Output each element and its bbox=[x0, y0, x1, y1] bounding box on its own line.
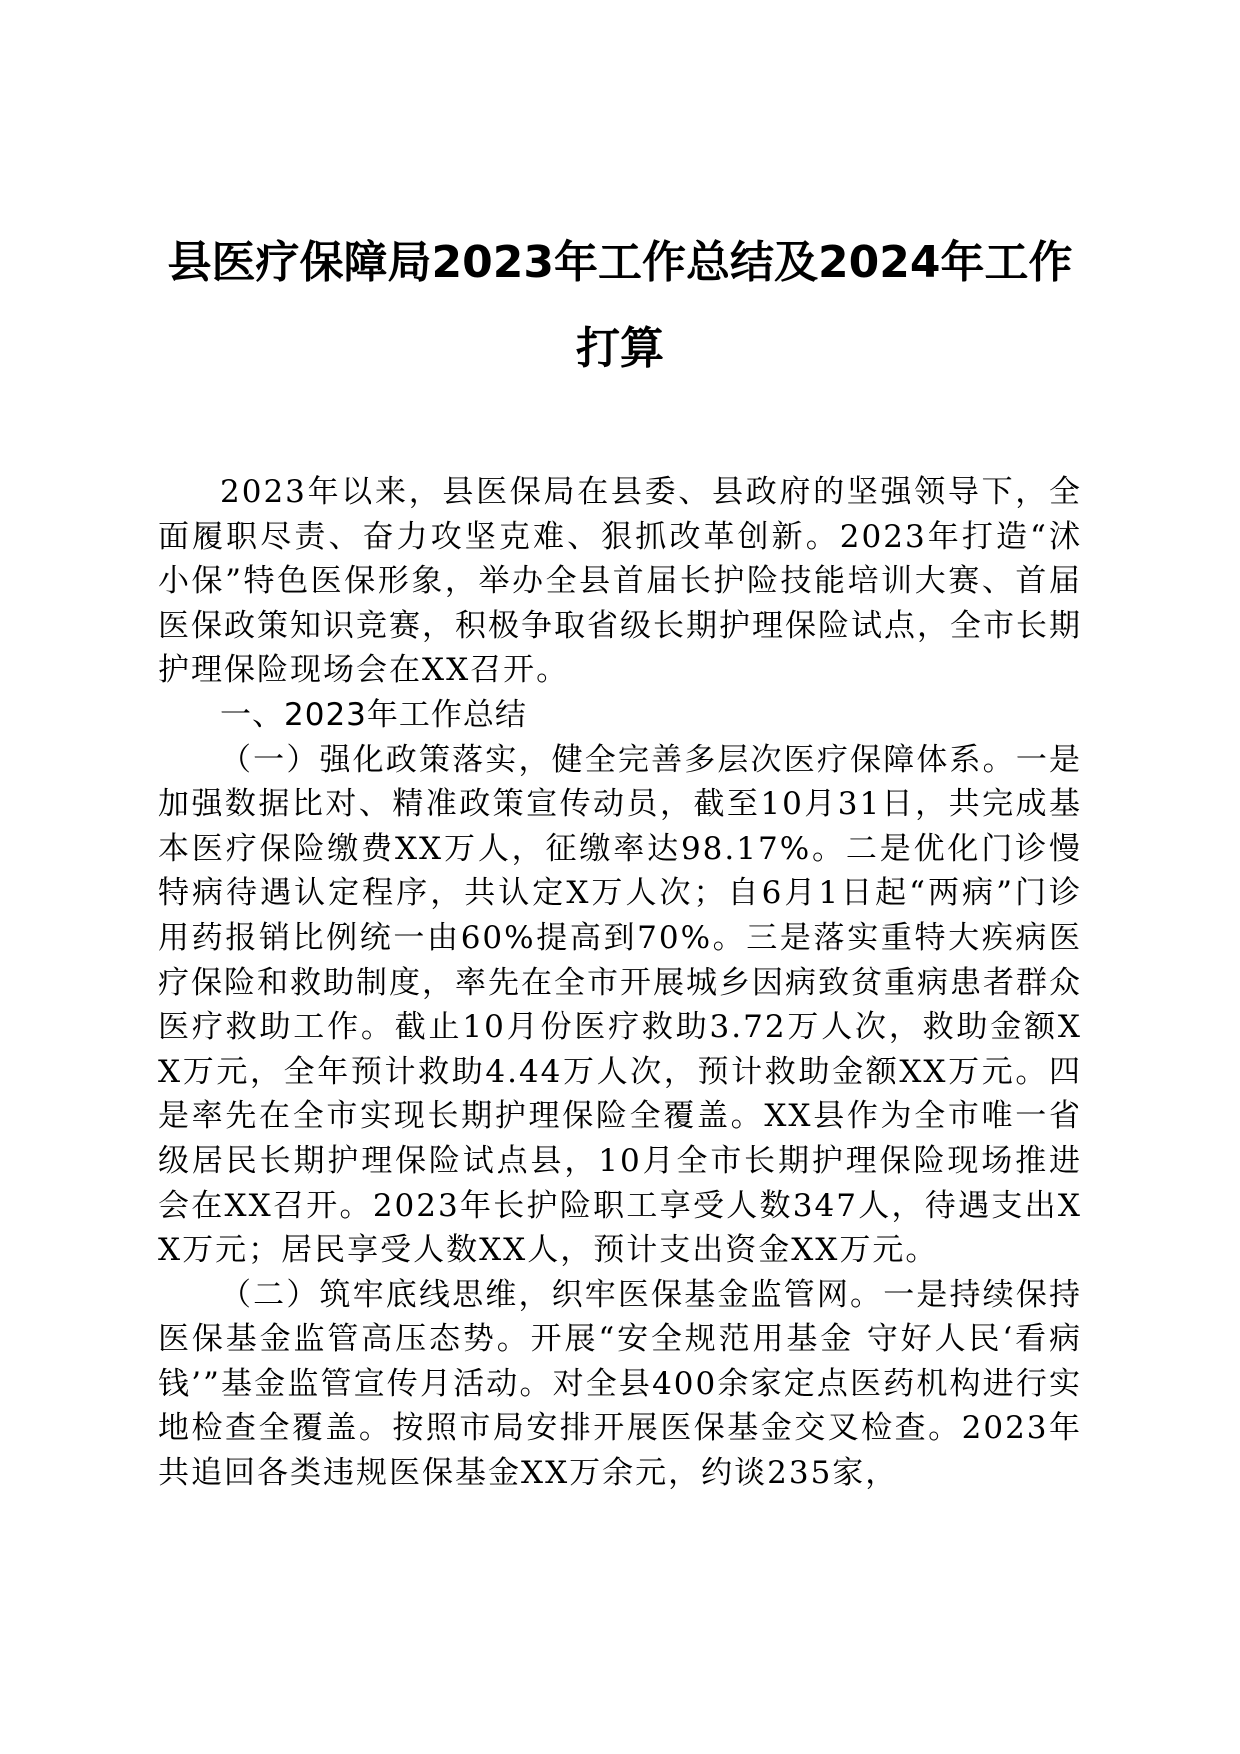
item-2-body: 一是持续保持医保基金监管高压态势。开展“安全规范用基金 守好人民‘看病钱’”基金监管宣传月活动。对全县400余家定点医药机构进行实地检查全覆盖。按照市局安排开展医保基金交叉检查。2023年共追回各类违规医保基金XX万余元，约谈235家， bbox=[158, 1276, 1083, 1492]
section-heading-1: 一、2023年工作总结 bbox=[220, 696, 527, 733]
title-line-2: 打算 bbox=[576, 323, 664, 374]
intro-paragraph: 2023年以来，县医保局在县委、县政府的坚强领导下，全面履职尽责、奋力攻坚克难、狠抓改革创新。2023年打造“沭小保”特色医保形象，举办全县首届长护险技能培训大赛、首届医保政策知识竞赛，积极争取省级长期护理保险试点，全市长期护理保险现场会在XX召开。 bbox=[158, 474, 1082, 689]
item-1-paragraph bbox=[158, 738, 1082, 1273]
document-body bbox=[158, 470, 1082, 1496]
item-2-paragraph bbox=[158, 1273, 1082, 1496]
item-1-lead: （一）强化政策落实，健全完善多层次医疗保障体系。 bbox=[220, 741, 1016, 778]
item-2-lead: （二）筑牢底线思维，织牢医保基金监管网。 bbox=[220, 1276, 884, 1313]
document-title bbox=[150, 220, 1090, 392]
item-1-body: 一是加强数据比对、精准政策宣传动员，截至10月31日，共完成基本医疗保险缴费XX万人，征缴率达98.17%。二是优化门诊慢特病待遇认定程序，共认定X万人次；自6月1日起“两病”门诊用药报销比例统一由60%提高到70%。三是落实重特大疾病医疗保险和救助制度，率先在全市开展城乡因病致贫重病患者群众医疗救助工作。截止10月份医疗救助3.72万人次，救助金额XX万元，全年预计救助4.44万人次，预计救助金额XX万元。四是率先在全市实现长期护理保险全覆盖。XX县作为全市唯一省级居民长期护理保险试点县，10月全市长期护理保险现场推进会在XX召开。2023年长护险职工享受人数347人，待遇支出XX万元；居民享受人数XX人，预计支出资金XX万元。 bbox=[158, 741, 1083, 1269]
title-line-1: 县医疗保障局2023年工作总结及2024年工作 bbox=[167, 237, 1073, 288]
